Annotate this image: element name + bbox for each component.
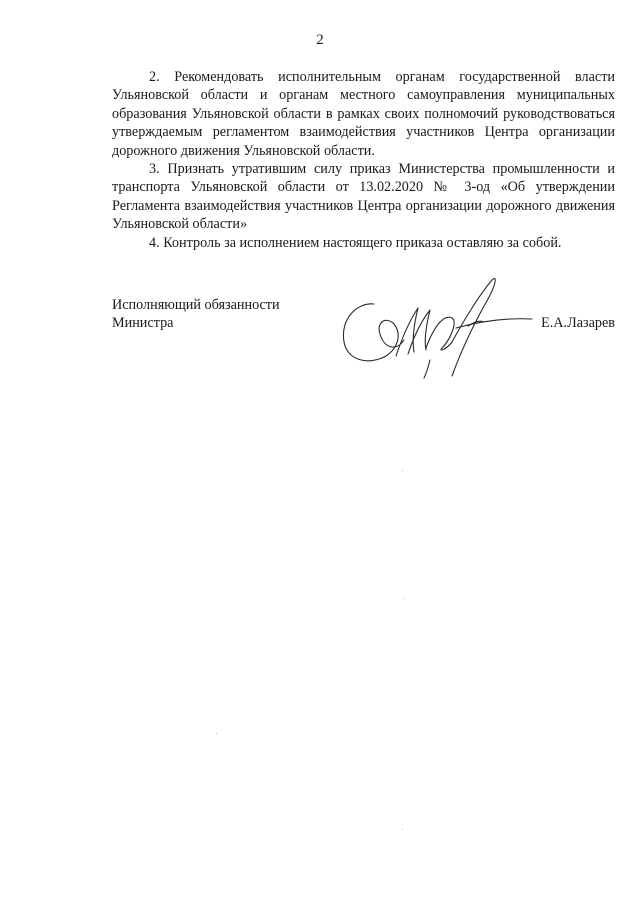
signer-position-line-2: Министра xyxy=(112,315,174,332)
scan-speck xyxy=(404,598,405,599)
scan-speck xyxy=(402,829,403,830)
paragraph-recommendation: 2. Рекомендовать исполнительным органам государственной власти Ульяновской области и органам местного самоуправления муниципальных образования Ульяновской области в рамках своих полномочий руководствоваться утверждаемым регламентом взаимодействия участников Центра организации дорожного движения Ульяновской области. xyxy=(112,69,615,159)
signature-block xyxy=(112,296,615,376)
paragraph-repeal-order: 3. Признать утратившим силу приказ Министерства промышленности и транспорта Ульяновской области от 13.02.2020 № 3-од «Об утверждении Регламента взаимодействия участников Центра организации дорожного движения Ульяновской области» xyxy=(112,161,615,233)
page-number: 2 xyxy=(316,32,324,48)
signer-position xyxy=(112,296,280,333)
paragraph-control: 4. Контроль за исполнением настоящего приказа оставляю за собой. xyxy=(149,234,562,251)
signer-name: Е.А.Лазарев xyxy=(541,315,615,331)
signer-position-line-1: Исполняющий обязанности xyxy=(112,297,280,313)
scan-speck xyxy=(402,470,403,471)
scan-speck xyxy=(216,733,217,734)
handwritten-signature-icon xyxy=(334,256,534,380)
document-body xyxy=(112,68,615,252)
